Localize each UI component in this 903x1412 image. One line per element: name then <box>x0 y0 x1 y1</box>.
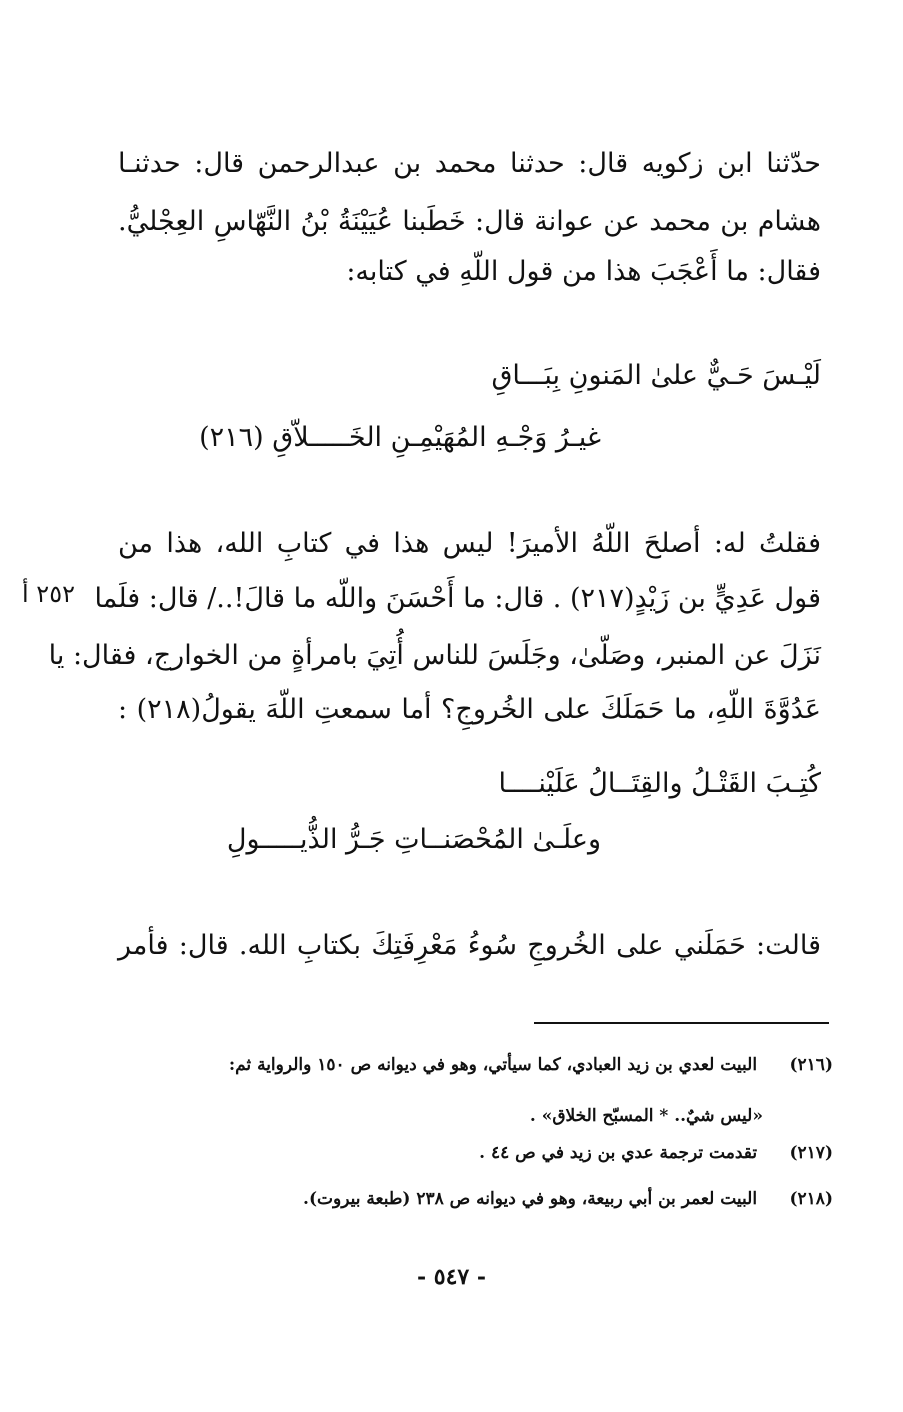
body-line: فقال: ما أَعْجَبَ هذا من قول اللّهِ في كتابه: <box>346 256 821 287</box>
body-line: قالت: حَمَلَني على الخُروجِ سُوءُ مَعْرِفَتِكَ بكتابِ الله. قال: فأمر <box>118 930 821 961</box>
body-line: عَدُوَّةَ اللّهِ، ما حَمَلَكَ على الخُروجِ؟ أما سمعتِ اللّهَ يقولُ(٢١٨) : <box>118 694 821 725</box>
page-number: - ٥٤٧ - <box>416 1264 487 1290</box>
body-line: نَزَلَ عن المنبر، وصَلّىٰ، وجَلَسَ للناس أُتِيَ بامرأةٍ من الخوارج، فقال: يا <box>48 640 821 671</box>
body-line: فقلتُ له: أصلحَ اللّهُ الأميرَ! ليس هذا في كتابِ الله، هذا من <box>118 528 821 559</box>
footnote-number: (٢١٦) <box>789 1055 833 1075</box>
footnote-text: البيت لعدي بن زيد العبادي، كما سيأتي، وهو في ديوانه ص ١٥٠ والرواية ثم: <box>228 1055 758 1075</box>
footnote-continuation: «ليس شيٌ.. * المسبّح الخلاق» . <box>529 1106 763 1126</box>
manuscript-folio-note: ٢٥٢ أ <box>22 580 75 608</box>
verse-line: كُتِـبَ القَتْـلُ والقِتَــالُ عَلَيْنــــا <box>498 768 821 799</box>
body-line: حدّثنا ابن زكويه قال: حدثنا محمد بن عبدالرحمن قال: حدثنـا <box>118 148 821 179</box>
verse-line: وعلَـىٰ المُحْصَنــاتِ جَـرُّ الذُّيـــــولِ <box>226 824 601 855</box>
footnote-text: البيت لعمر بن أبي ربيعة، وهو في ديوانه ص ٢٣٨ (طبعة بيروت). <box>303 1189 758 1209</box>
body-line: قول عَدِيٍّ بن زَيْدٍ(٢١٧) . قال: ما أَحْسَنَ واللّه ما قالَ!../ قال: فلَما <box>94 583 821 614</box>
footnote <box>479 1140 833 1166</box>
footnote-divider <box>534 1022 829 1024</box>
body-line: هشام بن محمد عن عوانة قال: خَطَبنا عُيَيْنَةُ بْنُ النَّهّاسِ العِجْليُّ. <box>118 206 821 237</box>
footnote <box>303 1186 833 1212</box>
footnote-text: تقدمت ترجمة عدي بن زيد في ص ٤٤ . <box>479 1143 758 1163</box>
footnote-number: (٢١٧) <box>789 1143 833 1163</box>
footnote-number: (٢١٨) <box>789 1189 833 1209</box>
footnote <box>229 1052 833 1078</box>
verse-line: لَيْـسَ حَـيٌّ علىٰ المَنونِ بِبَـــاقِ <box>491 360 821 391</box>
verse-line: غيـرُ وَجْـهِ المُهَيْمِـنِ الخَـــــلاّقِ (٢١٦) <box>199 422 601 453</box>
